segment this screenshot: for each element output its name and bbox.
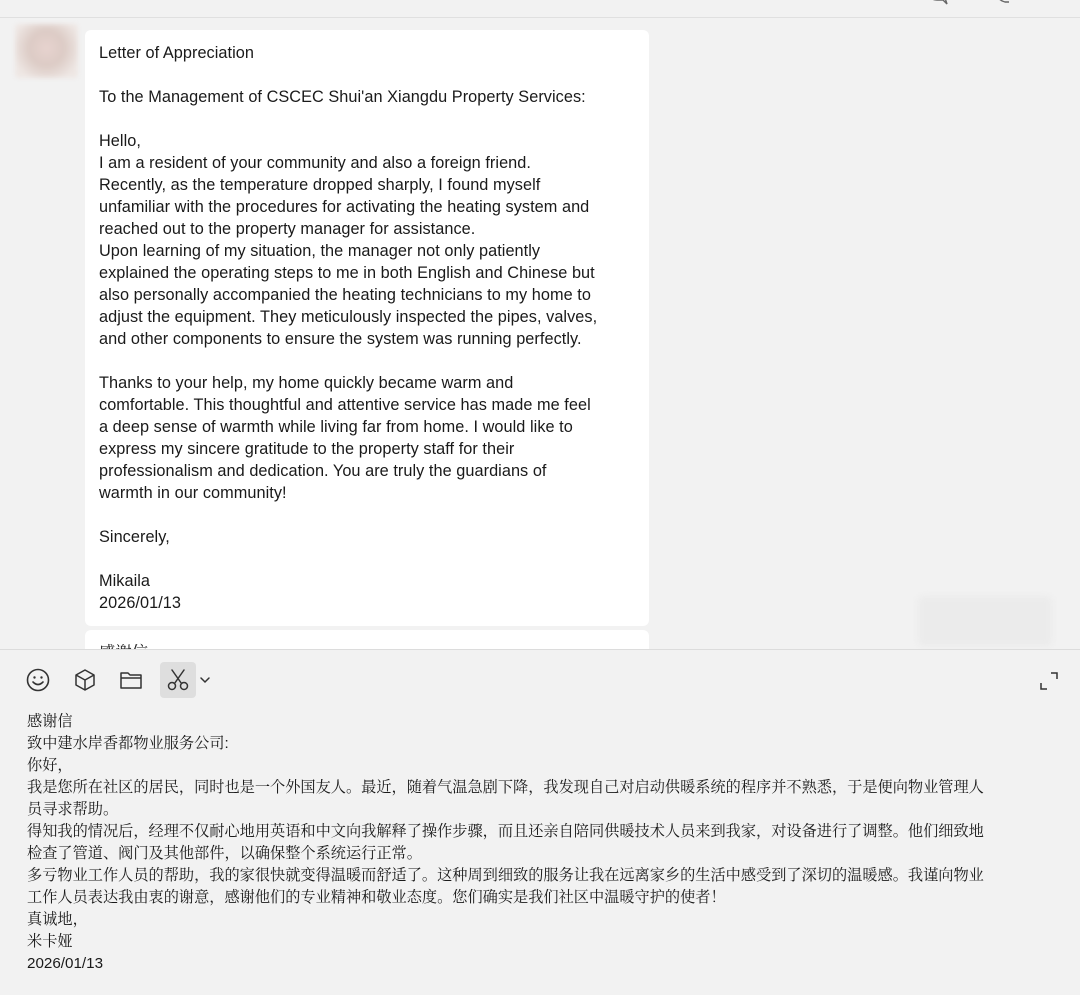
cube-button[interactable] [67, 662, 103, 698]
emoji-button[interactable] [20, 662, 56, 698]
input-paragraph-2: 得知我的情况后，经理不仅耐心地用英语和中文向我解释了操作步骤，而且还亲自陪同供暖技术人员来到我家，对设备进行了调整。他们细致地 检查了管道、阀门及其他部件，以确保整个系统运行正常。 [27, 823, 984, 862]
screenshot-button[interactable] [160, 662, 196, 698]
input-line-greeting: 你好， [27, 757, 73, 774]
letter-title: Letter of Appreciation [99, 44, 254, 62]
letter-closing: Sincerely, [99, 528, 170, 546]
emoji-icon [25, 667, 51, 693]
chevron-down-icon [199, 674, 211, 686]
chat-message-area[interactable] [0, 18, 1080, 649]
sender-avatar[interactable] [15, 24, 78, 78]
expand-icon [1038, 670, 1060, 692]
input-line-title: 感谢信 [27, 713, 73, 730]
letter-date: 2026/01/13 [99, 594, 181, 612]
letter-paragraph-1: I am a resident of your community and also a foreign friend. Recently, as the temperature dropped sharply, I found myself unfamiliar with the procedures for activating the heating system and reached out to the property manager for assistance. Upon learning of my situation, the manager not only patiently explained the operating steps to me in both English and Chinese but also personally accompanied the heating technicians to my home to adjust the equipment. They meticulously inspected the pipes, valves, and other components to ensure the system was running perfectly. [99, 154, 598, 348]
message-editor[interactable] [0, 649, 1080, 995]
folder-icon [118, 667, 144, 693]
input-paragraph-3: 多亏物业工作人员的帮助，我的家很快就变得温暖而舒适了。这种周到细致的服务让我在远离家乡的生活中感受到了深切的温暖感。我谨向物业 工作人员表达我由衷的谢意，感谢他们的专业精神和敬业态度。您们确实是我们社区中温暖守护的使者！ [27, 867, 984, 906]
message-input[interactable] [27, 711, 1062, 975]
phone-icon[interactable] [993, 0, 1015, 6]
blurred-element [918, 596, 1052, 646]
input-paragraph-1: 我是您所在社区的居民，同时也是一个外国友人。最近，随着气温急剧下降，我发现自己对启动供暖系统的程序并不熟悉，于是便向物业管理人 员寻求帮助。 [27, 779, 984, 818]
input-closing: 真诚地， [27, 911, 88, 928]
window-top-bar [0, 0, 1080, 18]
letter-greeting: Hello, [99, 132, 141, 150]
screenshot-options-button[interactable] [197, 670, 213, 690]
input-line-salutation: 致中建水岸香都物业服务公司: [27, 735, 229, 752]
letter-salutation: To the Management of CSCEC Shui'an Xiangdu Property Services: [99, 88, 586, 106]
expand-editor-button[interactable] [1034, 666, 1064, 696]
message-bubble[interactable] [85, 30, 649, 626]
cube-icon [72, 667, 98, 693]
letter-paragraph-2: Thanks to your help, my home quickly became warm and comfortable. This thoughtful and attentive service has made me feel a deep sense of warmth while living far from home. I would like to express my sincere gratitude to the property staff for their professionalism and dedication. You are truly the guardians of warmth in our community! [99, 374, 591, 502]
input-date: 2026/01/13 [27, 955, 104, 972]
scissors-icon [165, 667, 191, 693]
chat-bubble-icon[interactable] [927, 0, 949, 6]
folder-button[interactable] [113, 662, 149, 698]
input-signature-name: 米卡娅 [27, 933, 73, 950]
letter-signature-name: Mikaila [99, 572, 151, 590]
